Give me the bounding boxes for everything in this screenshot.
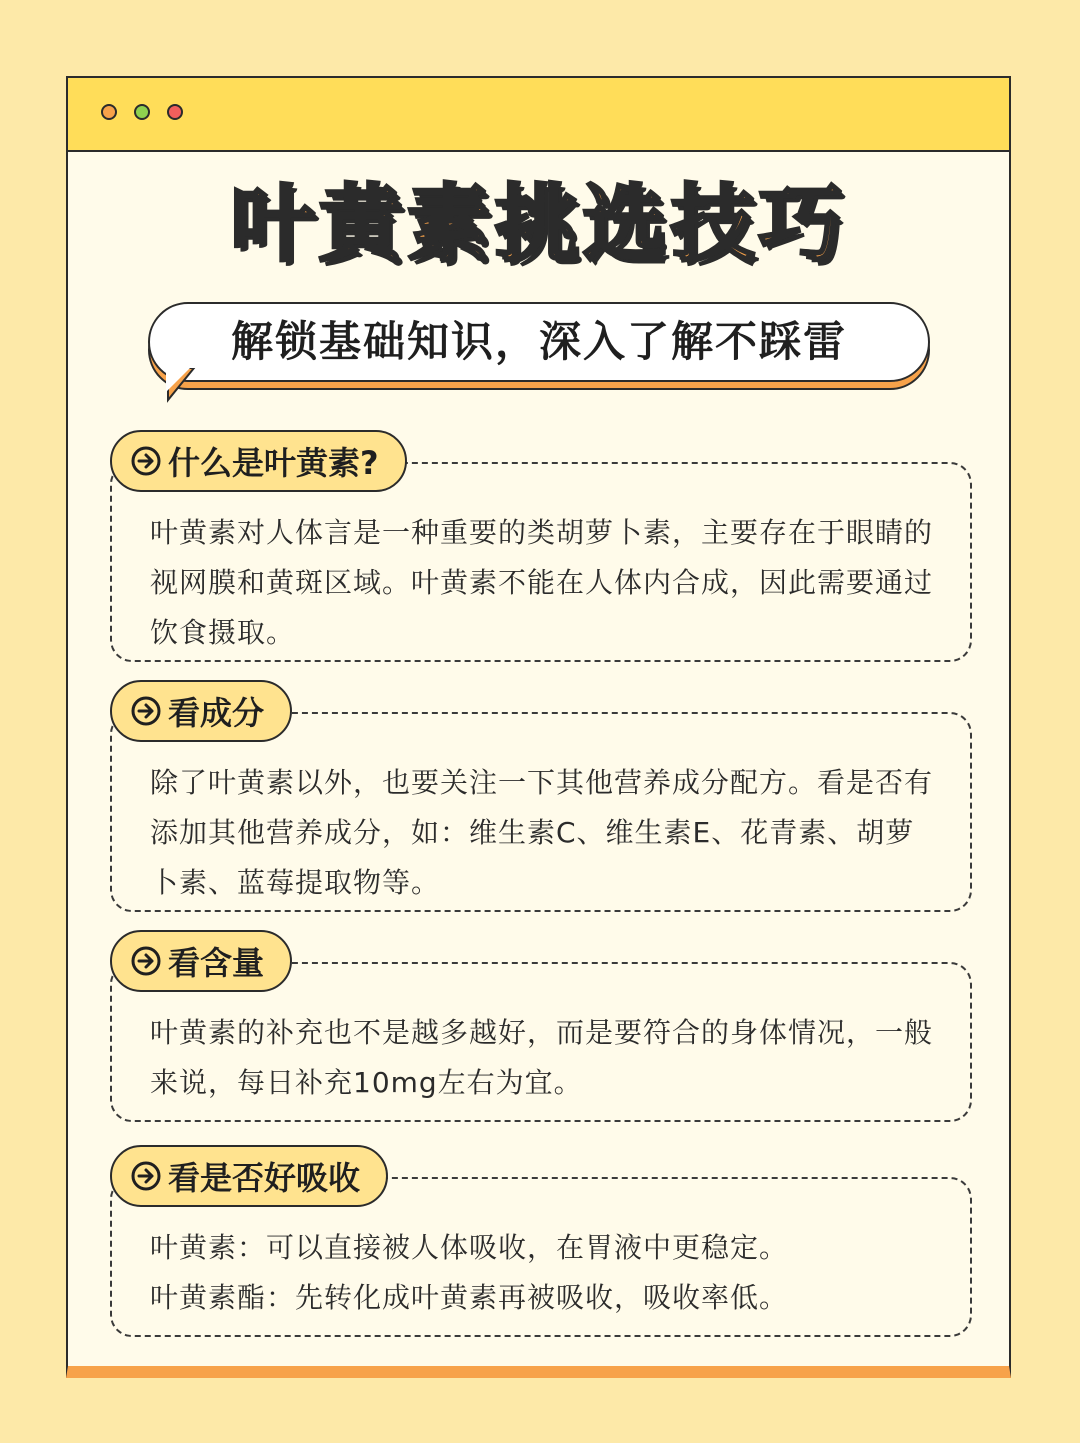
section-what-is-lutein	[110, 430, 972, 665]
section-body	[150, 508, 936, 658]
arrow-right-circle-icon	[130, 945, 162, 977]
page-title: 叶黄素挑选技巧	[230, 175, 847, 273]
section-absorption	[110, 1145, 972, 1340]
section-body	[150, 758, 936, 908]
speech-tail-icon	[164, 368, 204, 404]
section-text: 叶黄素对人体言是一种重要的类胡萝卜素，主要存在于眼睛的视网膜和黄斑区域。叶黄素不能在人体内合成，因此需要通过饮食摄取。	[150, 516, 934, 649]
section-tag	[110, 680, 292, 742]
arrow-right-circle-icon	[130, 445, 162, 477]
section-text: 叶黄素的补充也不是越多越好，而是要符合的身体情况，一般来说，每日补充10mg左右为宜。	[150, 1016, 934, 1099]
section-heading: 看成分	[168, 694, 265, 732]
section-ingredients	[110, 680, 972, 915]
arrow-right-circle-icon	[130, 1160, 162, 1192]
titlebar	[68, 78, 1009, 152]
arrow-right-circle-icon	[130, 695, 162, 727]
subtitle-text: 解锁基础知识，深入了解不踩雷	[148, 302, 930, 382]
section-body	[150, 1008, 936, 1108]
window-dot-green[interactable]	[134, 104, 150, 120]
section-heading: 什么是叶黄素?	[168, 444, 379, 482]
section-content-amount	[110, 930, 972, 1125]
section-body	[150, 1223, 936, 1323]
section-tag	[110, 430, 407, 492]
section-heading: 看含量	[168, 944, 265, 982]
section-tag	[110, 1145, 388, 1207]
section-heading: 看是否好吸收	[168, 1159, 361, 1197]
subtitle-bubble	[148, 302, 930, 382]
section-text: 除了叶黄素以外，也要关注一下其他营养成分配方。看是否有添加其他营养成分，如：维生素C、维生素E、花青素、胡萝卜素、蓝莓提取物等。	[150, 766, 934, 899]
window-dot-red[interactable]	[167, 104, 183, 120]
window-dot-orange[interactable]	[101, 104, 117, 120]
window	[66, 76, 1011, 1378]
section-text-line: 叶黄素酯：先转化成叶黄素再被吸收，吸收率低。	[150, 1281, 789, 1314]
section-text-line: 叶黄素：可以直接被人体吸收，在胃液中更稳定。	[150, 1231, 789, 1264]
section-tag	[110, 930, 292, 992]
